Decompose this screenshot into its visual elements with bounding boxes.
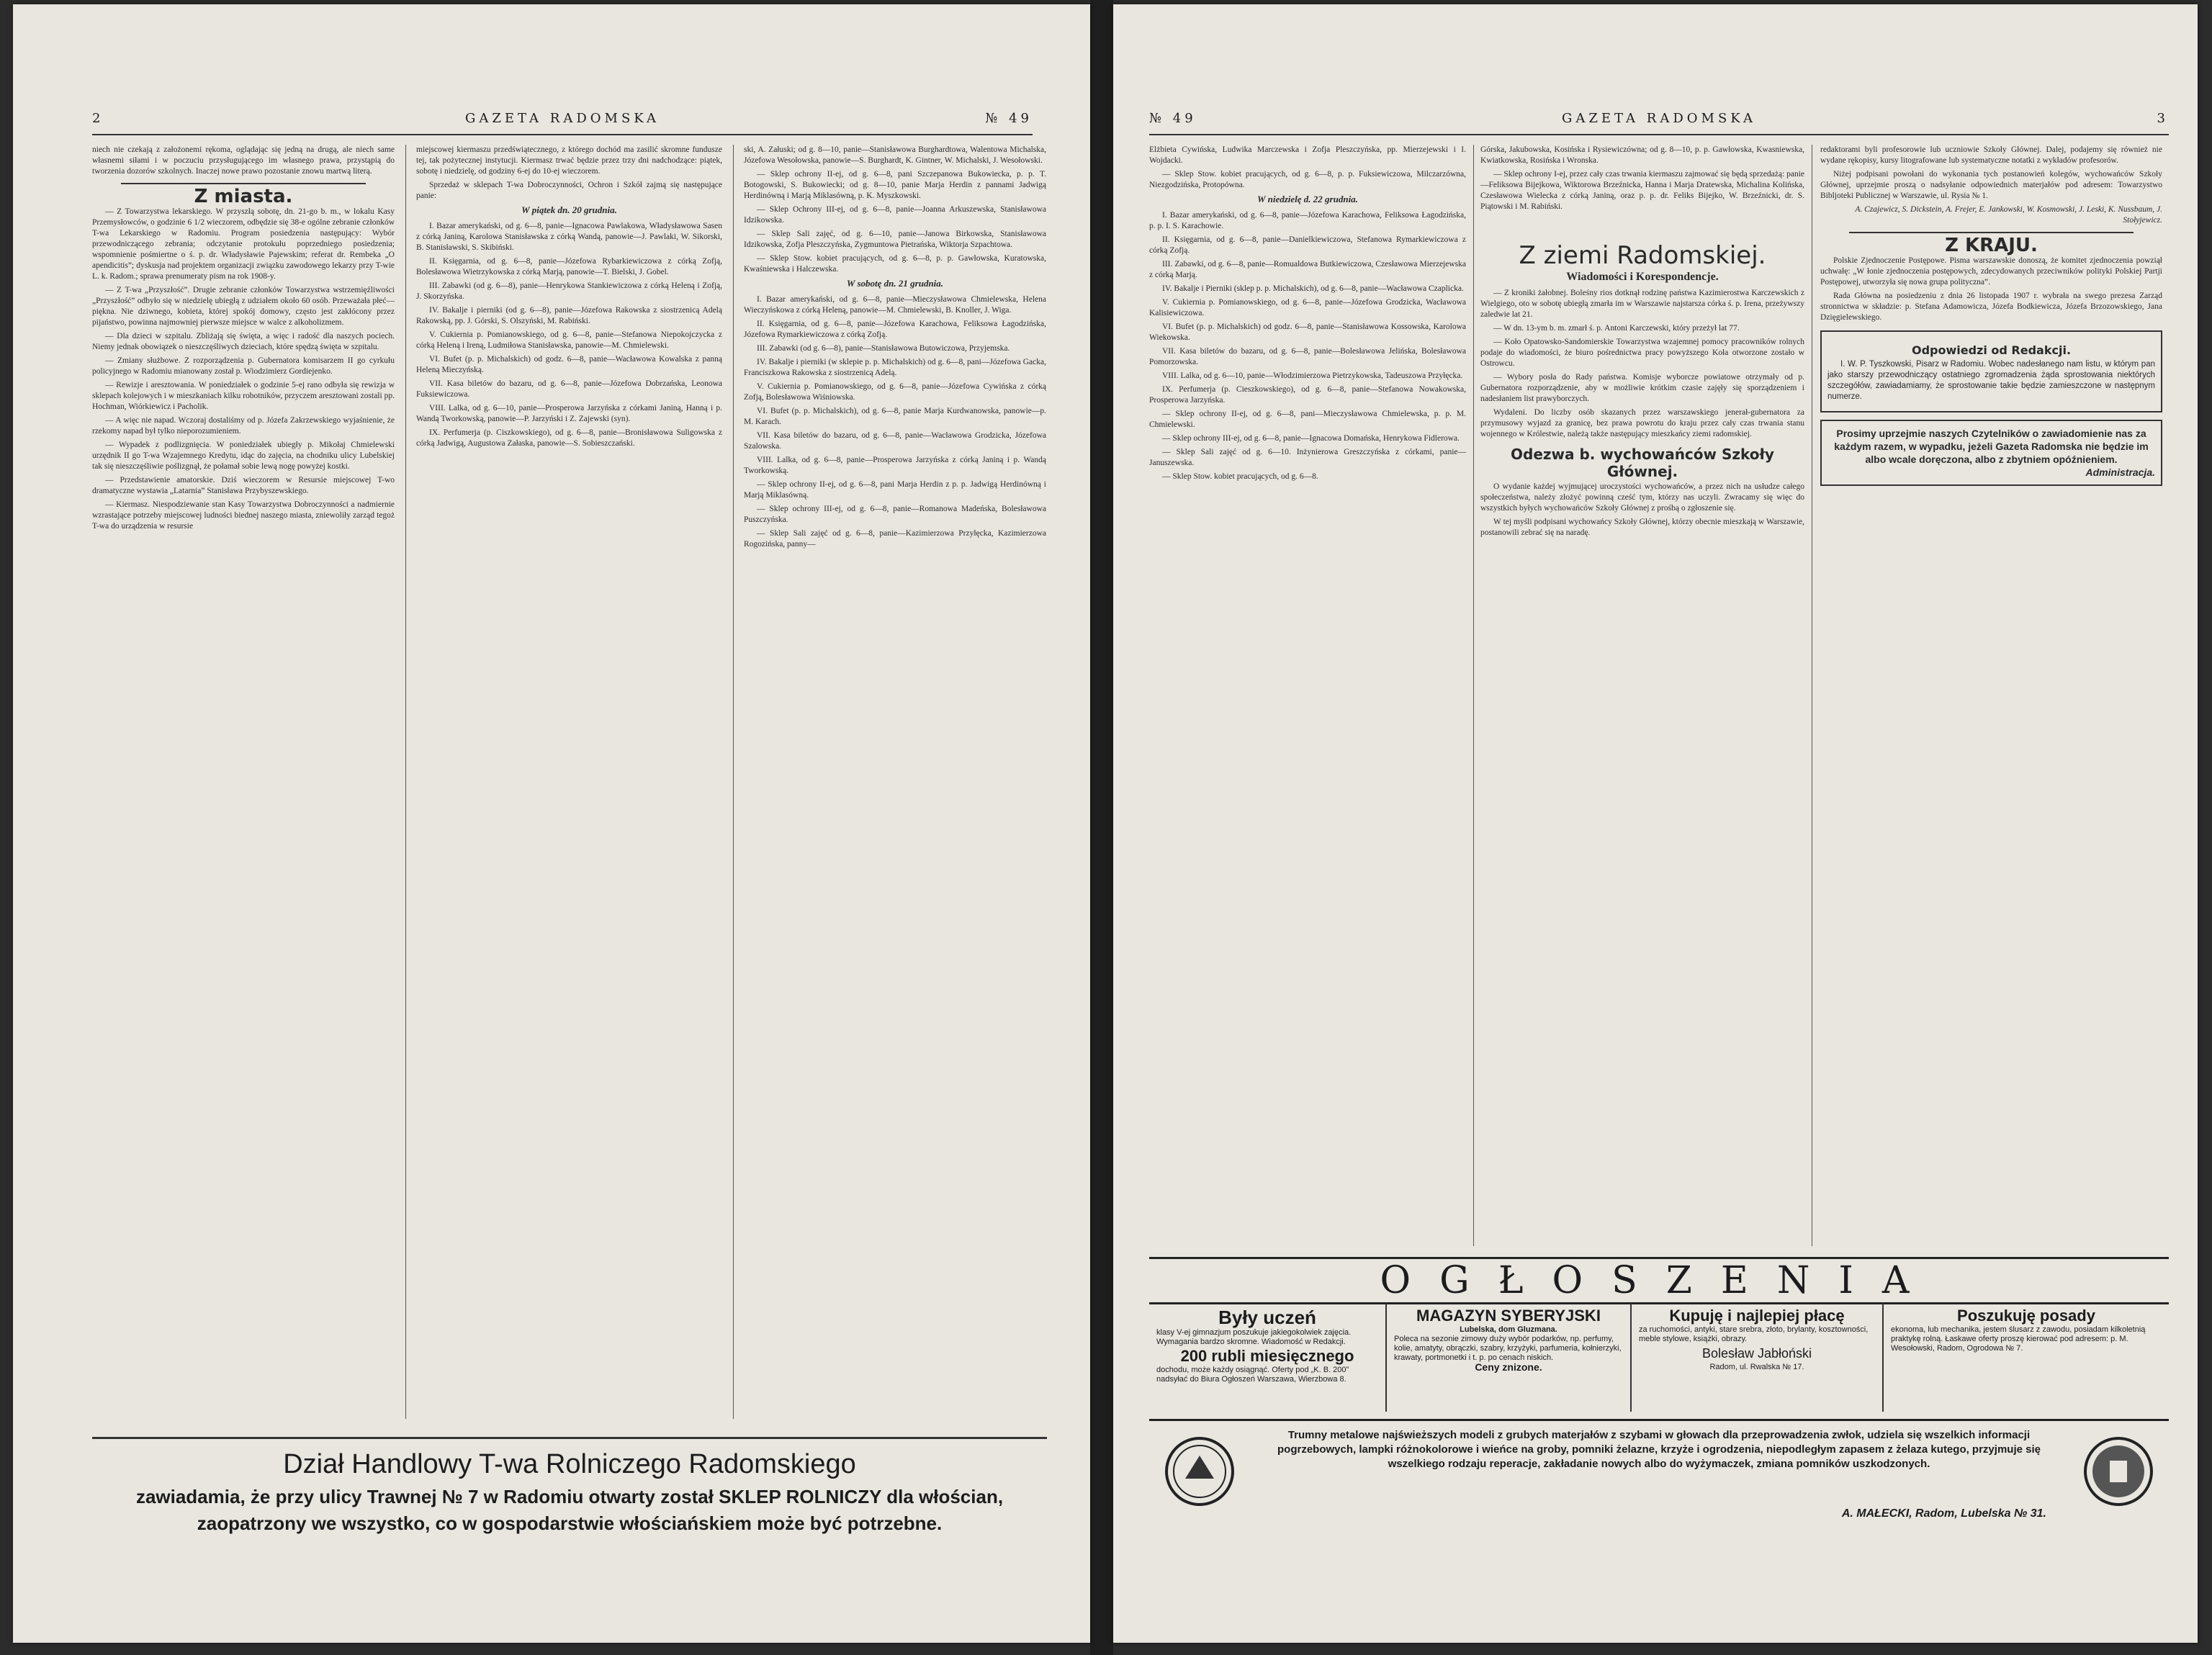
col-paragraph: I. Bazar amerykański, od g. 6—8, panie—Mieczysławowa Chmielewska, Helena Wieczyńskowa z córką Heleną, panowie—M. Chmielewski, B. Knoller, J. Wiga.: [744, 295, 1046, 315]
col-paragraph: — Sklep ochrony III-ej, od g. 6—8, panie—Ignacowa Domańska, Henrykowa Fidlerowa.: [1162, 434, 1460, 443]
divider: [121, 183, 366, 184]
ad-address: Radom, ul. Rwalska № 17.: [1709, 1363, 1804, 1371]
ad-subtitle: Lubelska, dom Gluzmana.: [1460, 1325, 1557, 1334]
ad-former-student: [1149, 1304, 1387, 1412]
col-paragraph: Wydaleni. Do liczby osób skazanych przez warszawskiego jenerał-gubernatora za przymusowy wyjazd za granicę, bez prawa powrotu do kraju przez cały czas trwania stanu wojennego w Królestwie, należą także następujący mieszkańcy ziemi radomskiej.: [1480, 408, 1804, 438]
advert-line-3: zaopatrzony we wszystko, co w gospodarstwie włościańskiem może być potrzebne.: [197, 1512, 943, 1534]
ad-title: Były uczeń: [1218, 1307, 1316, 1328]
col-paragraph: III. Zabawki (od g. 6—8), panie—Henrykowa Stankiewiczowa z córką Heleną i Zofją, J. Skorzyńska.: [416, 281, 722, 301]
col-paragraph: I. Bazar amerykański, od g. 6—8, panie—Józefowa Karachowa, Feliksowa Łagodzińska, p. p. I. S. Karachowie.: [1149, 211, 1466, 230]
readers-notice-box: [1820, 420, 2162, 486]
col-paragraph: — Zmiany służbowe. Z rozporządzenia p. Gubernatora komisarzem II go cyrkułu policyjnego w Radomiu mianowany został p. Wiodzimierz Gordiejenko.: [92, 356, 395, 376]
col-paragraph: — Koło Opatowsko-Sandomierskie Towarzystwa wzajemnej pomocy pracowników rolnych podaje do wiadomości, że biuro pośrednictwa pracy powyższego Koła otworzone zostało w Ostrowcu.: [1480, 338, 1804, 368]
col-paragraph: Elżbieta Cywińska, Ludwika Marczewska i Zofja Pleszczyńska, pp. Mierzejewski i I. Wojdacki.: [1149, 145, 1466, 165]
col-paragraph: Polskie Zjednoczenie Postępowe. Pisma warszawskie donoszą, że komitet zjednoczenia powziął uchwałę: „W łonie zjednoczenia postępowych, zdecydowanych przeciwników polityki Polskiej Partji Postępowej, utworzyła się nowa grupa polityczna”.: [1820, 256, 2162, 287]
col-paragraph: redaktorami byli profesorowie lub uczniowie Szkoły Głównej. Dalej, podajemy się również nie wydane rękopisy, kursy litografowane lub systematyczne notatki z wykładów profesorów.: [1820, 145, 2162, 165]
col-paragraph: VII. Kasa biletów do bazaru, od g. 6—8, panie—Bolesławowa Jelińska, Bolesławowa Pomorzowska.: [1149, 347, 1466, 366]
col-paragraph: — Sklep Ochrony III-ej, od g. 6—8, panie—Joanna Arkuszewska, Stanisławowa Idzikowska.: [744, 205, 1046, 225]
coffins-advert: [1149, 1419, 2169, 1543]
advert-line-1: Dział Handlowy T-wa Rolniczego Radomskiego: [283, 1449, 856, 1479]
col-paragraph: IV. Bakalje i Pierniki (sklep p. p. Michalskich), od g. 6—8, panie—Wacławowa Czaplicka.: [1162, 284, 1464, 293]
section-heading-kraju: Z KRAJU.: [1945, 235, 2038, 256]
left-column-3: [744, 145, 1046, 1419]
col-paragraph: — Sklep ochrony III-ej, od g. 6—8, panie—Romanowa Madeńska, Bolesławowa Puszczyńska.: [744, 505, 1046, 524]
column-rule: [405, 145, 406, 1419]
section-heading-miasta: Z miasta.: [194, 186, 293, 207]
col-paragraph: — Wybory posła do Rady państwa. Komisje wyborcze powiatowe otrzymały od p. Gubernatora rozporządzenie, aby w możliwie krótkim czasie zajęły się sporządzeniem i nadesłaniem list prawyborczych.: [1480, 373, 1804, 403]
col-paragraph: — Sklep ochrony I-ej, przez cały czas trwania kiermaszu zajmować się będą sprzedażą: panie—Feliksowa Bijejkowa, Wiktorowa Brzeźnicka, Hanna i Marja Dratewska, Michalina Kolińska, Czesławowa Wielecka z córką Janiną, oraz p. p. dr. Feliks Bijejko, W. Brzeźnicki, dr. S. Piątowski i M. Rabiński.: [1480, 170, 1804, 211]
left-page: [13, 4, 1090, 1643]
ad-extra: Ceny znizone.: [1475, 1361, 1542, 1373]
col-paragraph: II. Księgarnia, od g. 6—8, panie—Józefowa Rybarkiewiczowa z córką Zofją, Bolesławowa Wietrzykowska z córką Marją, panowie—T. Bielski, J. Gobel.: [416, 257, 722, 276]
col-paragraph: IX. Perfumerja (p. Cieszkowskiego), od g. 6—8, panie—Stefanowa Nowakowska, Prosperowa Jarzyńska.: [1149, 385, 1466, 405]
col-paragraph: VIII. Lalka, od g. 6—8, panie—Prosperowa Jarzyńska z córką Janiną i p. Wandą Tworkowską.: [744, 456, 1046, 475]
ad-title: Kupuję i najlepiej płacę: [1669, 1307, 1845, 1325]
left-column-1: [92, 145, 395, 1419]
col-paragraph: — Wypadek z podlizgnięcia. W poniedziałek ubiegły p. Mikołaj Chmielewski urzędnik II go T-wa Wzajemnego Kredytu, idąc do zajęcia, na chodniku ulicy Lubelskiej tak się nieszczęśliwie poślizgnął, że połamał sobie lewą nogę powyżej kostki.: [92, 441, 395, 471]
section-heading-ziemi: Z ziemi Radomskiej.: [1519, 241, 1766, 270]
col-paragraph: IX. Perfumerja (p. Ciszkowskiego), od g. 6—8, panie—Bronisławowa Suligowska z córką Jadwigą, Augustowa Załaska, panowie—S. Sobieszczański.: [416, 428, 722, 448]
ad-title-2: 200 rubli miesięcznego: [1180, 1347, 1354, 1365]
col-paragraph: — Z T-wa „Przyszłość”. Drugie zebranie członków Towarzystwa wstrzemięźliwości „Przyszłość” odbyło się w niedzielę ubiegłą z udziałem około 60 osób. Przeważała płeć—piękna. Nie dziwnego, kobieta, której spokój domowy, często jest zakłócony przez pijaństwo, powinna najmowniej pierwsze miejsce w walce z alkoholizmem.: [92, 286, 395, 327]
col-paragraph: Niżej podpisani powołani do wykonania tych postanowień kolegów, wychowańców Szkoły Głównej, uprzejmie proszą o nadsyłanie odpowiednich materjałów pod adresem: Towarzystwo Bibljoteki Publicznej w Warszawie, ul. Rysia № 1.: [1820, 170, 2162, 200]
col-paragraph: II. Księgarnia, od g. 6—8, panie—Józefowa Karachowa, Feliksowa Łagodzińska, Józefowa Rymarkiewiczowa z córką Zofją.: [744, 320, 1046, 339]
col-paragraph: — Kiermasz. Niespodziewanie stan Kasy Towarzystwa Dobroczynności a nadmiernie wzrastające potrzeby miejscowej ludności biednej naszego miasta, zniewoliły zarząd tegoż T-wa do urządzenia w resursie: [92, 500, 395, 531]
col-paragraph: — Sklep ochrony II-ej, od g. 6—8, pani Szczepanowa Bukowiecka, p. p. T. Botogowski, S. Bukowiecki; od g. 8—10, panie Marja Herdin z pannami Jadwigą Herdinówną i Marją Miklasówną, p. K. Myszkowski.: [744, 170, 1046, 200]
col-paragraph: Rada Główna na posiedzeniu z dnia 26 listopada 1907 r. wybrała na swego prezesa Zarząd stronnictwa w składzie: p. Stefana Adamowicza, Józefa Bodkiewicza, Józefa Brzozowskiego, Jana Dzięgielewskiego.: [1820, 292, 2162, 322]
col-paragraph: III. Zabawki (od g. 6—8), panie—Stanisławowa Butowiczowa, Przyjemska.: [757, 344, 1010, 353]
col-paragraph: VII. Kasa biletów do bazaru, od g. 6—8, panie—Wacławowa Grodzicka, Józefowa Szalowska.: [744, 431, 1046, 451]
right-column-1: [1149, 145, 1466, 1246]
col-paragraph: VIII. Lalka, od g. 6—10, panie—Włodzimierzowa Pietrzykowska, Tadeuszowa Przyłęcka.: [1162, 371, 1463, 380]
col-paragraph: — Sklep Stow. kobiet pracujących, od g. 6—8, p. p. Gawłowska, Kuratowska, Kwaśniewska i Halczewska.: [744, 254, 1046, 274]
col-paragraph: — A więc nie napad. Wczoraj dostaliśmy od p. Józefa Zakrzewskiego wyjaśnienie, że rzekomy napad był tylko nieporozumieniem.: [92, 416, 395, 436]
col-paragraph: VI. Bufet (p. p. Michalskich) od godz. 6—8, panie—Stanisławowa Kossowska, Karolowa Wiekowska.: [1149, 323, 1466, 342]
col-paragraph: III. Zabawki, od g. 6—8, panie—Romualdowa Butkiewiczowa, Czesławowa Mierzejewska z córką Marją.: [1149, 260, 1466, 279]
right-page-number: 3: [2157, 111, 2169, 126]
right-column-3: [1820, 145, 2162, 1246]
col-paragraph: — Sklep ochrony II-ej, od g. 6—8, pani Marja Herdin z p. p. Jadwigą Herdinówną i Marją Miklasówną.: [744, 480, 1046, 500]
col-paragraph: Sprzedaż w sklepach T-wa Dobroczynności, Ochron i Szkół zajmą się następujące panie:: [416, 181, 722, 200]
column-rule: [1473, 145, 1474, 1246]
advert-line-2: zawiadamia, że przy ulicy Trawnej № 7 w Radomiu otwarty został SKLEP ROLNICZY dla włościan,: [135, 1486, 1004, 1507]
right-running-title: GAZETA RADOMSKA: [1562, 111, 1756, 126]
ads-header: OGŁOSZENIA: [1149, 1257, 2169, 1304]
col-paragraph: — Sklep Sali zajęć od g. 6—8, panie—Kazimierzowa Przyłęcka, Kazimierzowa Rogozińska, panny—: [744, 529, 1046, 549]
col-paragraph: — Sklep Stow. kobiet pracujących, od g. 6—8.: [1162, 472, 1318, 481]
left-issue-number: № 49: [985, 111, 1033, 126]
col-paragraph: V. Cukiernia p. Pomianowskiego, od g. 6—8, panie—Stefanowa Niepokojczycka z córką Heleną i Ireną, Ludmiłowa Stanisławska, panowie—M. Chmielewski.: [416, 330, 722, 350]
ad-body-2: dochodu, może każdy osiągnąć. Oferty pod „K. B. 200” nadsyłać do Biura Ogłoszeń Warszawa, Wierzbowa 8.: [1156, 1366, 1349, 1384]
ad-kupuje: [1632, 1304, 1884, 1412]
col-paragraph: VI. Bufet (p. p. Michalskich), od g. 6—8, panie Marja Kurdwanowska, panowie—p. M. Karach.: [744, 407, 1046, 426]
col-paragraph: VII. Kasa biletów do bazaru, od g. 6—8, panie—Józefowa Dobrzańska, Leonowa Fuksiewiczowa.: [416, 379, 722, 399]
col-paragraph: — Dla dzieci w szpitalu. Zbliżają się święta, a więc i radość dla naszych pociech. Niemy jednak obowiązek o nieszczęśliwych dzieciach, które spędzą święta w szpitalu.: [92, 332, 395, 351]
col-paragraph: V. Cukiernia p. Pomianowskiego, od g. 6—8, panie—Józefowa Grodzicka, Wacławowa Kalisiewiczowa.: [1149, 298, 1466, 317]
col-paragraph: IV. Bakalje i pierniki (od g. 6—8), panie—Józefowa Rakowska z siostrzenicą Adelą Rakowską, pp. J. Górski, S. Olszyński, M. Rabiński.: [416, 306, 722, 325]
col-paragraph: — Sklep Sali zajęć od g. 6—10. Inżynierowa Greszczyńska z córkami, panie—Januszewska.: [1149, 448, 1466, 467]
col-paragraph: W tej myśli podpisani wychowańcy Szkoły Głównej, którzy obecnie mieszkają w Warszawie, postanowili zebrać się na naradę.: [1480, 518, 1804, 537]
col-paragraph: — Sklep ochrony II-ej, od g. 6—8, pani—Mieczysławowa Chmielewska, p. p. M. Chmielewski.: [1149, 410, 1466, 429]
left-page-number: 2: [92, 111, 104, 126]
agricultural-shop-advert: [92, 1437, 1047, 1547]
coffins-signature: A. MAŁECKI, Radom, Lubelska № 31.: [1841, 1507, 2046, 1520]
readers-notice-sign: Administracja.: [2085, 466, 2155, 478]
section-subheading: Wiadomości i Korespondencje.: [1566, 271, 1719, 283]
ad-body: klasy V-ej gimnazjum poszukuje jakiegokolwiek zajęcia. Wymagania bardzo skromne. Wiadomość w Redakcji.: [1156, 1328, 1352, 1346]
col-paragraph: — Rewizje i aresztowania. W poniedziałek o godzinie 5-ej rano odbyła się rewizja w sklepach kolejowych i w mieszkaniach kilku robotników, przyczem aresztowani zostali pp. Hochman, Wiórkiewicz i Pacholik.: [92, 381, 395, 411]
left-column-2: [416, 145, 722, 1419]
signatures: A. Czajewicz, S. Dickstein, A. Frejer, E. Jankowski, W. Kosmowski, J. Leski, K. Nussbaum, J. Stołyjewicz.: [1855, 205, 2162, 225]
readers-notice-text: Prosimy uprzejmie naszych Czytelników o zawiadomienie nas za każdym razem, w wypadku, jeżeli Gazeta Radomska nie będzie im albo wcale doręczona, albo z zbytniem opóźnieniem.: [1834, 428, 2149, 465]
ad-magazyn-syberyjski: [1387, 1304, 1632, 1412]
col-paragraph: — Z Towarzystwa lekarskiego. W przyszłą sobotę, dn. 21-go b. m., w lokalu Kasy Przemysłowców, o godzinie 6 1/2 wieczorem, odbędzie się 38-e ogólne zebranie członków T-wa Lekarskiego w Radomiu. Program posiedzenia następujący: Wybór przewodniczącego zebrania; odczytanie protokułu poprzedniego posiedzenia; wspomnienie pośmiertne o ś. p. dr. Władysławie Pajewskim; referat dr. Rembeka „O apendicitis”; dyskusja nad projektem organizacji związku zawodowego lekarzy przy T-wie L. k. Radom.; sprawa prenumeraty pism na rok 1908-y.: [92, 207, 395, 281]
ad-body: Poleca na sezonie zimowy duży wybór podarków, np. perfumy, kolie, amatyty, obrączki, szabry, krzyżyki, parfumeria, kołnierzyki, krawaty, portmonetki i t. p. po cenach niskich.: [1394, 1335, 1622, 1362]
ad-body: ekonoma, lub mechanika, jestem ślusarz z zawodu, posiadam kilkoletnią praktykę rolną. Łaskawe oferty proszę kierować pod adresem: p. M. Wesołowski, Radom, Ogrodowa № 7.: [1891, 1325, 2146, 1353]
page-gutter: [1090, 0, 1113, 1655]
col-paragraph: ski, A. Załuski; od g. 8—10, panie—Stanisławowa Burghardtowa, Walentowa Michalska, Józefowa Wesołowska, panowie—S. Burghardt, K. Gintner, W. Michalski, J. Wesołowski.: [744, 145, 1046, 165]
coffins-text: Trumny metalowe najświeższych modeli z grubych materjałów z szybami w głowach dla przeprowadzenia zwłok, udziela się wszelkich informacji pogrzebowych, lampki różnokolorowe i wieńce na groby, pomniki żelazne, krzyże i ogrodzenia, niepodległym zapasem z żelaza kutego, przyjmuje się wszelkiego rodzaju reperacje, zakładanie nowych albo do wyżymaczek, zmiana pomników uszkodzonych.: [1277, 1429, 2041, 1470]
right-column-2: [1480, 145, 1804, 1246]
right-page: [1113, 4, 2198, 1643]
date-heading: W sobotę dn. 21 grudnia.: [846, 278, 944, 289]
col-paragraph: IV. Bakalje i pierniki (w sklepie p. p. Michalskich) od g. 6—8, pani—Józefowa Gacka, Franciszkowa Rakowska z siostrzenicą Adelą.: [744, 358, 1046, 377]
section-heading-odezwa: Odezwa b. wychowańców Szkoły Głównej.: [1511, 446, 1774, 480]
col-paragraph: — W dn. 13-ym b. m. zmarł ś. p. Antoni Karczewski, który przeżył lat 77.: [1493, 324, 1740, 333]
col-paragraph: V. Cukiernia p. Pomianowskiego, od g. 6—8, panie—Józefowa Cywińska z córką Zofją, Bolesławowa Wiśniowska.: [744, 382, 1046, 402]
col-paragraph: — Sklep Stow. kobiet pracujących, od g. 6—8, p. p. Fuksiewiczowa, Milczarzówna, Niezgodzińska, Protopówna.: [1149, 170, 1466, 189]
emblem-icon: [1164, 1435, 1236, 1507]
ad-name: Bolesław Jabłoński: [1701, 1346, 1812, 1361]
date-heading: W niedzielę d. 22 grudnia.: [1257, 194, 1358, 204]
col-paragraph: Górska, Jakubowska, Kosińska i Rysiewiczówna; od g. 8—10, p. p. Gawłowska, Kwasniewska, Kwiatkowska, Rosińska i Wronska.: [1480, 145, 1804, 165]
replies-box: [1820, 330, 2162, 412]
right-running-header: [1149, 105, 2169, 135]
left-running-title: GAZETA RADOMSKA: [465, 111, 660, 126]
crest-icon: [2082, 1435, 2154, 1507]
date-heading: W piątek dn. 20 grudnia.: [521, 204, 617, 215]
replies-title: Odpowiedzi od Redakcji.: [1911, 343, 2072, 357]
col-paragraph: I. Bazar amerykański, od g. 6—8, panie—Ignacowa Pawlakowa, Władysławowa Sasen z córką Janiną, Karolowa Stanisławska z córką Wandą, panowie—J. Pawlaki, W. Sikorski, B. Stanisławski, S. Skibiński.: [416, 222, 722, 252]
col-paragraph: niech nie czekają z założonemi rękoma, oglądając się jedną na drugą, ale niech same własnemi siłami i w poczuciu przysługującego im własnego prawa, przystąpią do tworzenia dozorów szkolnych. Inaczej nowe prawo pozostanie znowu martwą literą.: [92, 145, 395, 176]
col-paragraph: VIII. Lalka, od g. 6—10, panie—Prosperowa Jarzyńska z córkami Janiną, Hanną i p. Wandą Tworkowską, panowie—P. Jarzyński i Z. Zajewski (syn).: [416, 404, 722, 423]
right-issue-number: № 49: [1149, 111, 1197, 126]
ad-poszukuje-posady: [1884, 1304, 2169, 1412]
column-rule: [733, 145, 734, 1419]
col-paragraph: — Sklep Sali zajęć, od g. 6—10, panie—Janowa Birkowska, Stanisławowa Idzikowska, Zofja Pleszczyńska, Zygmuntowa Pietrańska, Wiktorja Szpachtowa.: [744, 230, 1046, 249]
col-paragraph: — Z kroniki żałobnej. Boleśny rios dotknął rodzinę państwa Kazimierostwa Karczewskich z Wielgiego, oto w sobotę ubiegłą zmarła im w Warszawie najstarsza córka ś. p. Irena, przeżywszy zaledwie lat 21.: [1480, 289, 1804, 319]
col-paragraph: O wydanie każdej wyjmującej uroczystości wychowańców, a przez nich na usłudze całego społeczeństwa, należy złożyć powinną cześć tym, którzy nas uczyli. Zwracamy się więc do wszystkich byłych wychowańców Szkoły Głównej z prośbą o zgłoszenie się.: [1480, 482, 1804, 513]
ad-body: za ruchomości, antyki, stare srebra, złoto, brylanty, kosztowności, meble stylowe, książki, obrazy.: [1639, 1325, 1869, 1343]
replies-text: I. W. P. Tyszkowski, Pisarz w Radomiu. Wobec nadesłanego nam listu, w którym pan jako starszy przewodniczący ostatniego zgromadzenia żąda sprostowania niektórych szczegółów, zawiadamiamy, że sprostowanie takie będzie zamieszczone w następnym numerze.: [1827, 360, 2155, 401]
col-paragraph: miejscowej kiermaszu przedświątecznego, z którego dochód ma zasilić skromne fundusze tej, tak pożytecznej instytucji. Kiermasz trwać będzie przez trzy dni nadchodzące: piątek, sobotę i niedzielę, od godziny 6-ej do 10-ej wieczorem.: [416, 145, 722, 176]
ad-title: MAGAZYN SYBERYJSKI: [1416, 1307, 1601, 1325]
divider: [1849, 232, 2134, 233]
ad-title: Poszukuję posady: [1957, 1307, 2095, 1325]
col-paragraph: II. Księgarnia, od g. 6—8, panie—Danielkiewiczowa, Stefanowa Rymarkiewiczowa z córką Zofją.: [1149, 235, 1466, 255]
left-running-header: [92, 105, 1033, 135]
col-paragraph: — Przedstawienie amatorskie. Dziś wieczorem w Resursie miejscowej T-wo dramatyczne wystawia „Latarnia” Stanisława Przybyszewskiego.: [92, 476, 395, 495]
col-paragraph: VI. Bufet (p. p. Michalskich) od godz. 6—8, panie—Wacławowa Kowalska z panną Heleną Mieczyńską.: [416, 355, 722, 374]
